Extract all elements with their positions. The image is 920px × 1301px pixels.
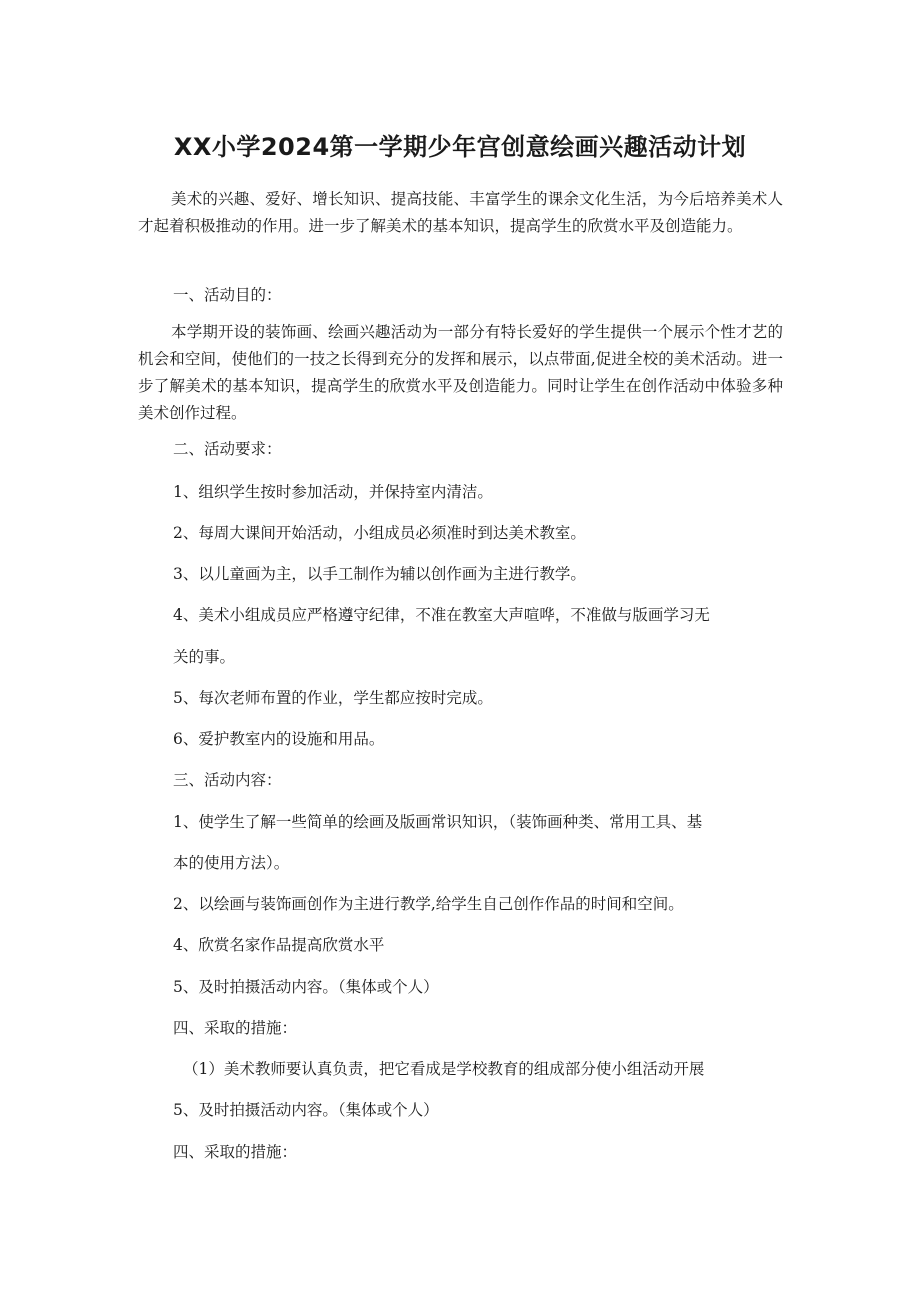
- repeated-item: 5、及时拍摄活动内容。（集体或个人）: [173, 1101, 439, 1119]
- section3-item: 2、以绘画与装饰画创作为主进行教学,给学生自己创作作品的时间和空间。: [173, 895, 684, 913]
- section3-item-continuation: 本的使用方法）。: [173, 854, 290, 872]
- section2-item: 5、每次老师布置的作业，学生都应按时完成。: [173, 689, 493, 707]
- section4-item: （1）美术教师要认真负责，把它看成是学校教育的组成部分使小组活动开展: [183, 1060, 705, 1078]
- section3-item: 1、使学生了解一些简单的绘画及版画常识知识，（装饰画种类、常用工具、基: [173, 813, 703, 831]
- section2-heading: 二、活动要求：: [173, 440, 282, 458]
- document-title: XX小学2024第一学期少年宫创意绘画兴趣活动计划: [173, 133, 747, 161]
- section2-item: 3、以儿童画为主，以手工制作为辅以创作画为主进行教学。: [173, 565, 586, 583]
- section3-heading: 三、活动内容：: [173, 771, 282, 789]
- section2-item: 1、组织学生按时参加活动，并保持室内清洁。: [173, 483, 493, 501]
- repeated-heading: 四、采取的措施：: [173, 1143, 298, 1161]
- section3-item: 5、及时拍摄活动内容。（集体或个人）: [173, 978, 439, 996]
- section1-heading: 一、活动目的：: [173, 286, 282, 304]
- section2-item: 2、每周大课间开始活动，小组成员必须准时到达美术教室。: [173, 524, 586, 542]
- section2-item: 6、爱护教室内的设施和用品。: [173, 730, 385, 748]
- section1-paragraph: 本学期开设的装饰画、绘画兴趣活动为一部分有特长爱好的学生提供一个展示个性才艺的机会和空间，使他们的一技之长得到充分的发挥和展示，以点带面,促进全校的美术活动。进一步了解美术的基本知识，提高学生的欣赏水平及创造能力。同时让学生在创作活动中体验多种美术创作过程。: [138, 323, 783, 422]
- intro-paragraph: 美术的兴趣、爱好、增长知识、提高技能、丰富学生的课余文化生活，为今后培养美术人才起着积极推动的作用。进一步了解美术的基本知识，提高学生的欣赏水平及创造能力。: [138, 190, 783, 235]
- section4-heading: 四、采取的措施：: [173, 1019, 298, 1037]
- section3-item: 4、欣赏名家作品提高欣赏水平: [173, 936, 385, 954]
- section2-item: 4、美术小组成员应严格遵守纪律，不准在教室大声喧哗，不准做与版画学习无: [173, 606, 710, 624]
- section2-item-continuation: 关的事。: [173, 648, 236, 666]
